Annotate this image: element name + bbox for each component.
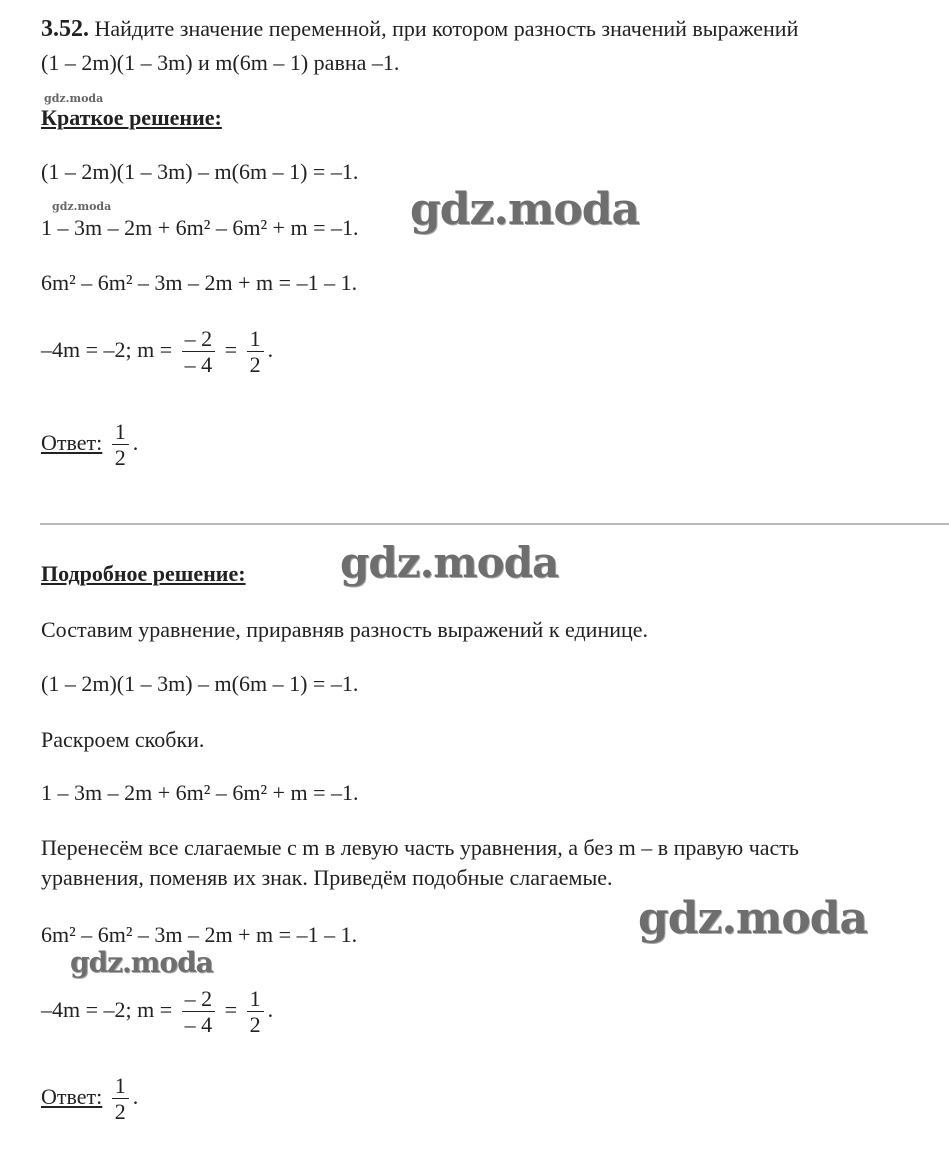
fraction [247, 986, 264, 1038]
problem-statement-line2: (1 – 2m)(1 – 3m) и m(6m – 1) равна –1. [41, 50, 400, 75]
problem-text: Найдите значение переменной, при котором разность значений выражений [94, 16, 799, 41]
watermark-large: gdz.moda [410, 184, 640, 235]
numerator: – 2 [182, 986, 216, 1012]
equals: = [224, 996, 238, 1022]
problem-statement-line1 [41, 17, 798, 41]
watermark-small: gdz.moda [44, 92, 104, 105]
numerator: – 2 [182, 326, 216, 352]
denominator: – 4 [184, 1012, 213, 1038]
short-eq1: (1 – 2m)(1 – 3m) – m(6m – 1) = –1. [41, 159, 359, 184]
numerator: 1 [112, 1073, 129, 1099]
fraction [182, 326, 216, 378]
detailed-eq4: –4m = –2; m = $\frac{- 2}{- 4}$ = $\frac{1}{2}$ . [41, 986, 274, 1038]
watermark-large: gdz.moda [340, 538, 559, 587]
eq4-left: –4m = –2; m = [41, 996, 173, 1022]
detailed-p3-line1: Перенесём все слагаемые с m в левую часть уравнения, а без m – в правую часть [41, 835, 799, 860]
detailed-p1: Составим уравнение, приравняв разность выражений к единице. [41, 617, 649, 642]
denominator: 2 [114, 445, 126, 471]
answer-label: Ответ: [41, 429, 103, 455]
equals: = [224, 336, 238, 362]
detailed-solution-heading: Подробное решение: [41, 561, 246, 586]
fraction [182, 986, 216, 1038]
detailed-p3-line2: уравнения, поменяв их знак. Приведём подобные слагаемые. [41, 865, 613, 890]
detailed-eq1: (1 – 2m)(1 – 3m) – m(6m – 1) = –1. [41, 671, 359, 696]
numerator: 1 [112, 419, 129, 445]
detailed-p2: Раскроем скобки. [41, 727, 205, 752]
denominator: 2 [114, 1099, 126, 1125]
answer-fraction [112, 419, 129, 471]
answer-fraction [112, 1073, 129, 1125]
short-eq3: 6m² – 6m² – 3m – 2m + m = –1 – 1. [41, 270, 358, 295]
detailed-eq2: 1 – 3m – 2m + 6m² – 6m² + m = –1. [41, 780, 359, 805]
short-eq2: 1 – 3m – 2m + 6m² – 6m² + m = –1. [41, 215, 359, 240]
problem-number: 3.52. [41, 16, 89, 42]
short-eq4: –4m = –2; m = $\frac{- 2}{- 4}$ = $\frac{1}{2}$ . [41, 326, 274, 378]
watermark-large: gdz.moda [638, 893, 868, 944]
watermark-medium: gdz.moda [70, 946, 213, 979]
detailed-answer: Ответ: $\frac{1}{2}$ . [41, 1073, 139, 1125]
denominator: 2 [249, 1012, 261, 1038]
eq4-left: –4m = –2; m = [41, 336, 173, 362]
watermark-small: gdz.moda [52, 200, 112, 213]
short-answer: Ответ: $\frac{1}{2}$ . [41, 419, 139, 471]
fraction [247, 326, 264, 378]
numerator: 1 [247, 326, 264, 352]
detailed-eq3: 6m² – 6m² – 3m – 2m + m = –1 – 1. [41, 922, 358, 947]
short-solution-heading: Краткое решение: [41, 105, 222, 130]
denominator: – 4 [184, 352, 213, 378]
answer-label: Ответ: [41, 1083, 103, 1109]
divider [40, 523, 949, 525]
denominator: 2 [249, 352, 261, 378]
numerator: 1 [247, 986, 264, 1012]
